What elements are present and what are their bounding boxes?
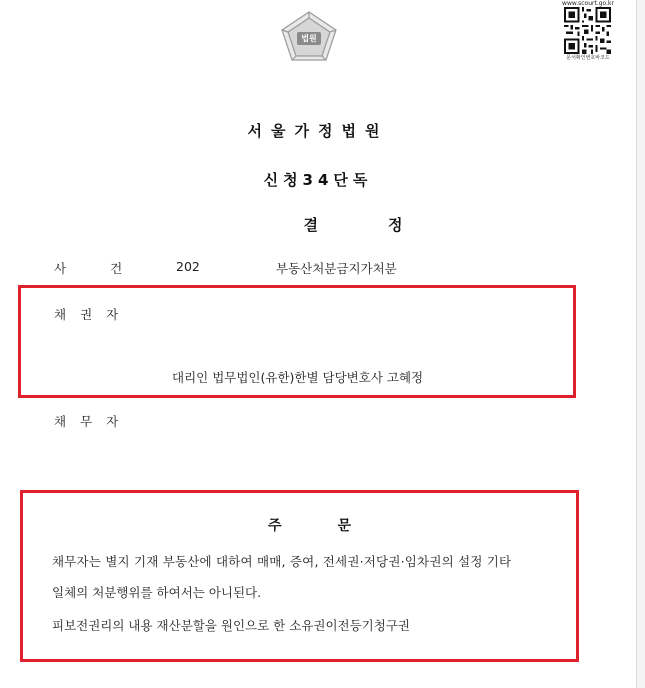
court-emblem-icon (278, 10, 340, 62)
preserved-right-line: 피보전권리의 내용 재산분할을 원인으로 한 소유권이전등기청구권 (52, 618, 410, 633)
emblem-label: 법원 (301, 34, 317, 43)
order-line: 일체의 처분행위를 하여서는 아니된다. (52, 585, 262, 600)
qr-url: www.scourt.go.kr (562, 0, 614, 7)
creditor-attorney: 대리인 법무법인(유한)한별 담당변호사 고혜정 (172, 370, 424, 385)
court-name: 서울가정법원 (247, 122, 389, 140)
court-division: 신청34단독 (263, 171, 373, 189)
qr-code-icon (564, 7, 611, 54)
order-line: 채무자는 별지 기재 부동산에 대하여 매매, 증여, 전세권·저당권·임차권의 설정 기타 (52, 554, 512, 569)
case-title: 부동산처분금지가처분 (276, 261, 397, 276)
debtor-label: 채무자 (54, 414, 133, 429)
case-label: 사건 (54, 261, 167, 276)
verification-qr (558, 0, 618, 62)
creditor-label: 채권자 (54, 307, 133, 322)
order-title: 주문 (268, 518, 408, 534)
document-type: 결정 (303, 216, 473, 234)
case-number: 202 (176, 259, 200, 274)
qr-caption: 문서확인번호바코드 (566, 55, 610, 61)
